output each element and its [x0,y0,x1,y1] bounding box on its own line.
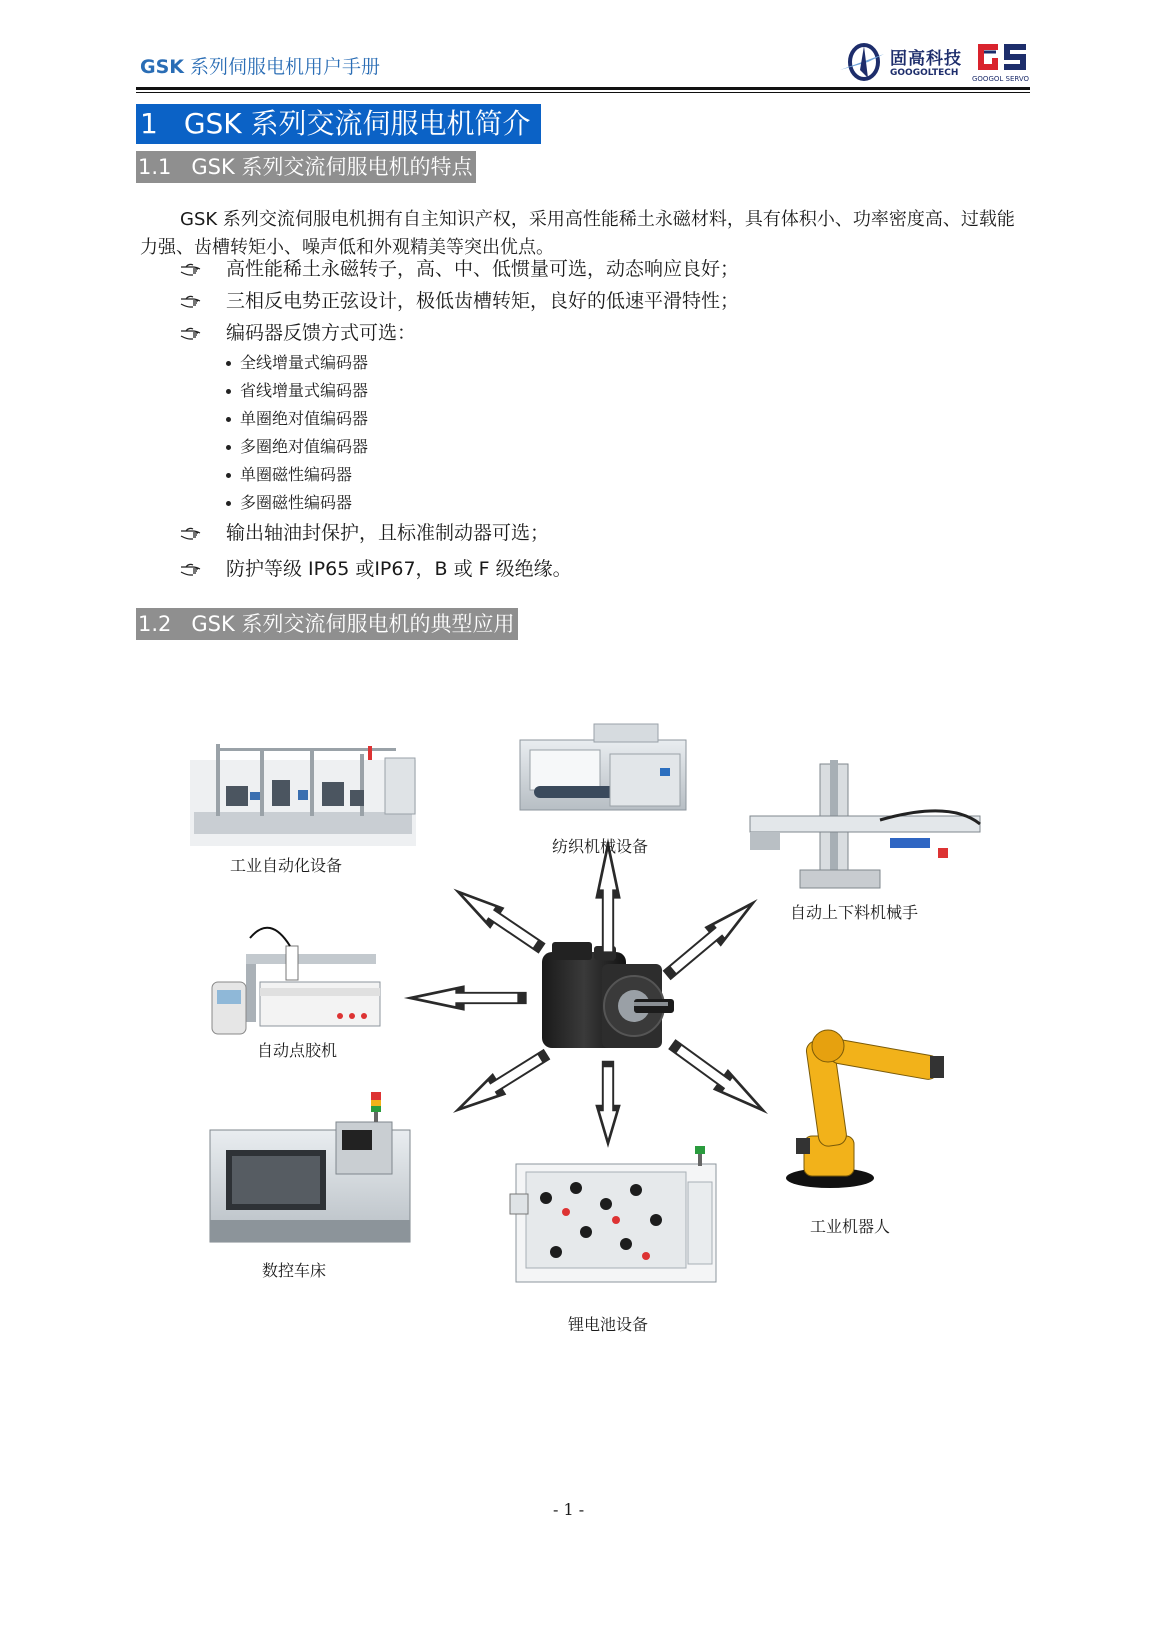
feature-item [180,318,416,345]
bullet-dot-icon [226,445,231,450]
header-title [140,52,380,79]
logo-text-cn: 固高科技 [890,49,962,69]
section-number: 1 [140,107,158,140]
page-number: - 1 - [553,1500,585,1519]
application-diagram-graphic [190,720,1030,1320]
feature-item [180,286,739,313]
encoder-item [226,406,368,429]
subsection-heading-1 [136,151,476,183]
bullet-dot-icon [226,501,231,506]
caption-loading-manipulator: 自动上下料机械手 [790,903,919,922]
encoder-item [226,462,352,485]
googoltech-emblem-icon [838,40,888,86]
pointing-hand-icon [180,327,202,341]
logo-text-en: GOOGOLTECH [890,68,959,78]
bullet-dot-icon [226,417,231,422]
header-rule-thick [136,87,1030,90]
pointing-hand-icon [180,563,202,577]
bullet-dot-icon [226,389,231,394]
caption-industrial-automation: 工业自动化设备 [230,856,343,875]
subsection-2-number: 1.2 [138,612,172,636]
header-brand: GSK [140,56,185,78]
intro-lead: GSK [180,209,218,230]
header-rule-thin [136,92,1030,93]
industrial-automation-image [190,744,416,846]
feature-text: 输出轴油封保护，且标准制动器可选； [226,522,550,544]
feature-item [180,254,739,281]
section-title: GSK 系列交流伺服电机简介 [183,107,531,140]
logo-gs-subtitle: GOOGOL SERVO [972,75,1030,83]
feature-text: 三相反电势正弦设计，极低齿槽转矩，良好的低速平滑特性； [226,290,740,312]
intro-text: 系列交流伺服电机拥有自主知识产权，采用高性能稀土永磁材料，具有体积小、功率密度高、过载能力强、齿槽转矩小、噪声低和外观精美等突出优点。 [140,209,1015,258]
feature-item [180,554,572,581]
encoder-text: 单圈磁性编码器 [240,465,353,484]
pointing-hand-icon [180,295,202,309]
dispensing-machine-image [212,928,380,1034]
encoder-item [226,378,368,401]
feature-text: 编码器反馈方式可选： [226,322,417,344]
subsection-1-title: GSK 系列交流伺服电机的特点 [191,155,473,179]
textile-machine-image [520,724,686,810]
encoder-text: 单圈绝对值编码器 [240,409,369,428]
encoder-text: 多圈磁性编码器 [240,493,353,512]
encoder-text: 多圈绝对值编码器 [240,437,369,456]
loading-manipulator-image [750,760,980,888]
encoder-text: 省线增量式编码器 [240,381,369,400]
bullet-dot-icon [226,361,231,366]
encoder-text: 全线增量式编码器 [240,353,369,372]
subsection-2-title: GSK 系列交流伺服电机的典型应用 [191,612,515,636]
lithium-battery-equipment-image [510,1146,716,1282]
caption-cnc-lathe: 数控车床 [262,1261,327,1280]
caption-lithium-battery: 锂电池设备 [568,1315,649,1334]
bullet-dot-icon [226,473,231,478]
subsection-1-number: 1.1 [138,155,172,179]
pointing-hand-icon [180,527,202,541]
feature-text: 防护等级 IP65 或IP67，B 或 F 级绝缘。 [226,558,572,580]
encoder-item [226,350,368,373]
subsection-heading-2 [136,608,518,640]
header-title-text: 系列伺服电机用户手册 [184,56,381,78]
encoder-item [226,434,368,457]
cnc-lathe-image [210,1092,410,1242]
googoltech-logo [838,40,1030,86]
feature-item [180,518,549,545]
section-heading [136,104,541,144]
feature-text: 高性能稀土永磁转子，高、中、低惯量可选，动态响应良好； [226,258,740,280]
encoder-item [226,490,352,513]
industrial-robot-image [786,1030,944,1188]
caption-textile: 纺织机械设备 [552,837,649,856]
application-diagram [190,720,1030,1334]
caption-industrial-robot: 工业机器人 [810,1217,891,1236]
caption-dispensing: 自动点胶机 [257,1041,338,1060]
pointing-hand-icon [180,263,202,277]
